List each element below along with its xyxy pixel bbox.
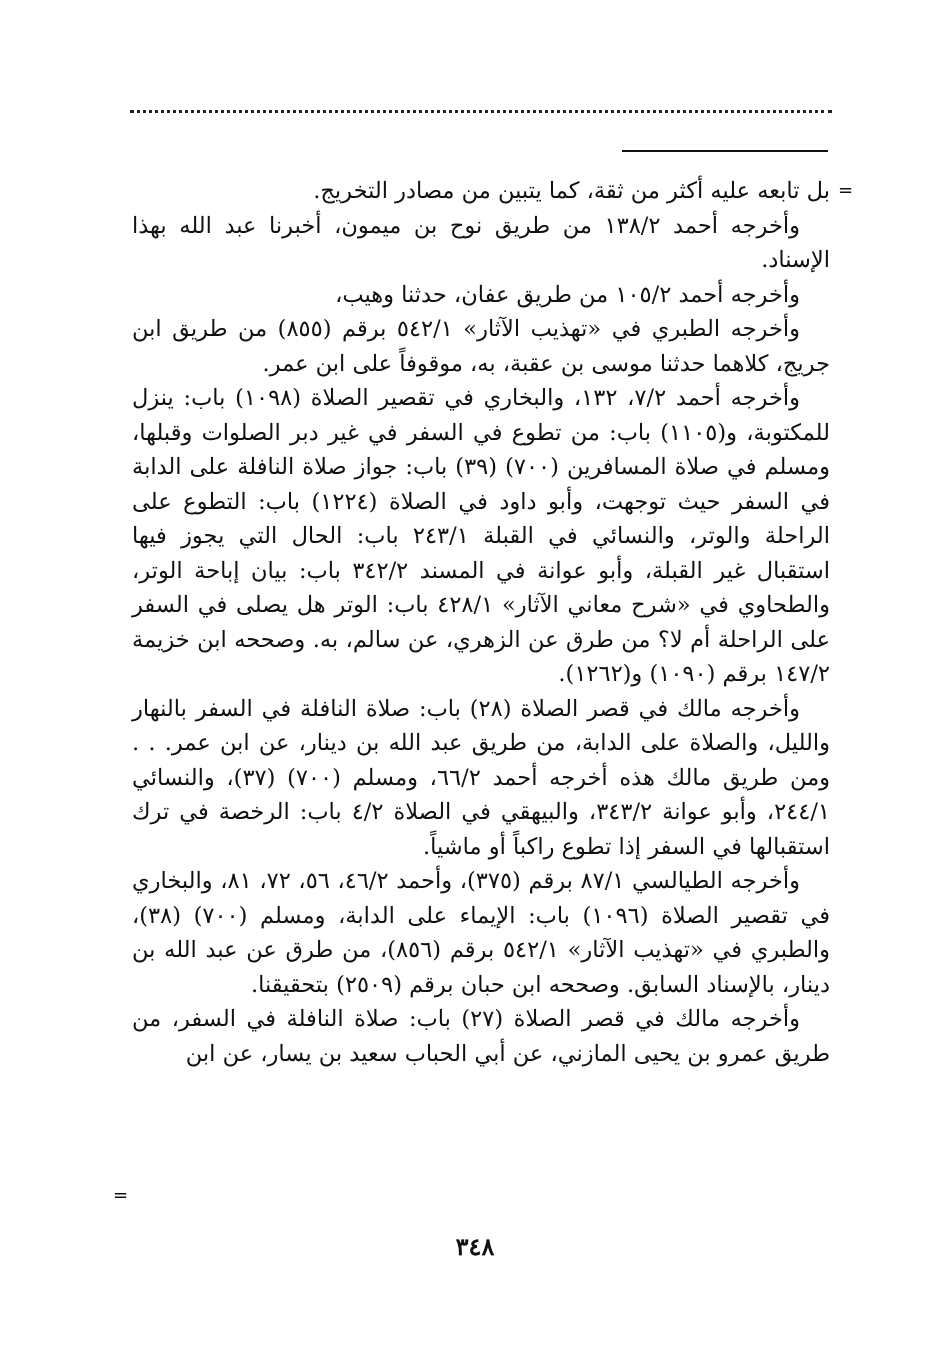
dotted-separator xyxy=(130,110,832,113)
footnote-paragraph: وأخرجه مالك في قصر الصلاة (٢٧) باب: صلاة النافلة في السفر، من طريق عمرو بن يحيى المازني، عن أبي الحباب سعيد بن يسار، عن ابن xyxy=(132,1006,830,1067)
footnote-body xyxy=(132,174,830,1071)
footnote-paragraph: وأخرجه الطبري في «تهذيب الآثار» ٥٤٢/١ برقم (٨٥٥) من طريق ابن جريج، كلاهما حدثنا موسى بن عقبة، به، موقوفاً على ابن عمر. xyxy=(132,316,830,377)
page-number: ٣٤٨ xyxy=(455,1232,495,1261)
footnote-paragraph: وأخرجه أحمد ٧/٢، ١٣٢، والبخاري في تقصير الصلاة (١٠٩٨) باب: ينزل للمكتوبة، و(١١٠٥) باب: من تطوع في السفر في غير دبر الصلوات وقبلها، ومسلم في صلاة المسافرين (٧٠٠) (٣٩) باب: جواز صلاة النافلة على الدابة في السفر حيث توجهت، وأبو داود في الصلاة (١٢٢٤) باب: التطوع على الراحلة والوتر، والنسائي في القبلة ٢٤٣/١ باب: الحال التي يجوز فيها استقبال غير القبلة، وأبو عوانة في المسند ٣٤٢/٢ باب: بيان إباحة الوتر، والطحاوي في «شرح معاني الآثار» ٤٢٨/١ باب: الوتر هل يصلى في السفر على الراحلة أم لا؟ من طرق عن الزهري، عن سالم، به. وصححه ابن خزيمة ١٤٧/٢ برقم (١٠٩٠) و(١٢٦٢). xyxy=(132,385,830,687)
footnote-paragraph: وأخرجه الطيالسي ٨٧/١ برقم (٣٧٥)، وأحمد ٤٦/٢، ٥٦، ٧٢، ٨١، والبخاري في تقصير الصلاة (١٠٩٦) باب: الإيماء على الدابة، ومسلم (٧٠٠) (٣٨)، والطبري في «تهذيب الآثار» ٥٤٢/١ برقم (٨٥٦)، من طرق عن عبد الله بن دينار، بالإسناد السابق. وصححه ابن حبان برقم (٢٥٠٩) بتحقيقنا. xyxy=(132,868,830,998)
footnote-paragraph: وأخرجه أحمد ١٣٨/٢ من طريق نوح بن ميمون، أخبرنا عبد الله بهذا الإسناد. xyxy=(132,212,830,273)
footnote-paragraph: وأخرجه مالك في قصر الصلاة (٢٨) باب: صلاة النافلة في السفر بالنهار والليل، والصلاة على الدابة، من طريق عبد الله بن دينار، عن ابن عمر. . . ومن طريق مالك هذه أخرجه أحمد ٦٦/٢، ومسلم (٧٠٠) (٣٧)، والنسائي ٢٤٤/١، وأبو عوانة ٣٤٣/٢، والبيهقي في الصلاة ٤/٢ باب: الرخصة في ترك استقبالها في السفر إذا تطوع راكباً أو ماشياً. xyxy=(132,695,830,860)
footnote-paragraph: وأخرجه أحمد ١٠٥/٢ من طريق عفان، حدثنا وهيب، xyxy=(335,281,800,308)
footnote-paragraph: بل تابعه عليه أكثر من ثقة، كما يتبين من مصادر التخريج. xyxy=(313,178,830,204)
footnote-separator xyxy=(622,150,828,152)
continuation-mark-top: = xyxy=(838,180,854,201)
continuation-mark-bottom: = xyxy=(113,1185,129,1206)
